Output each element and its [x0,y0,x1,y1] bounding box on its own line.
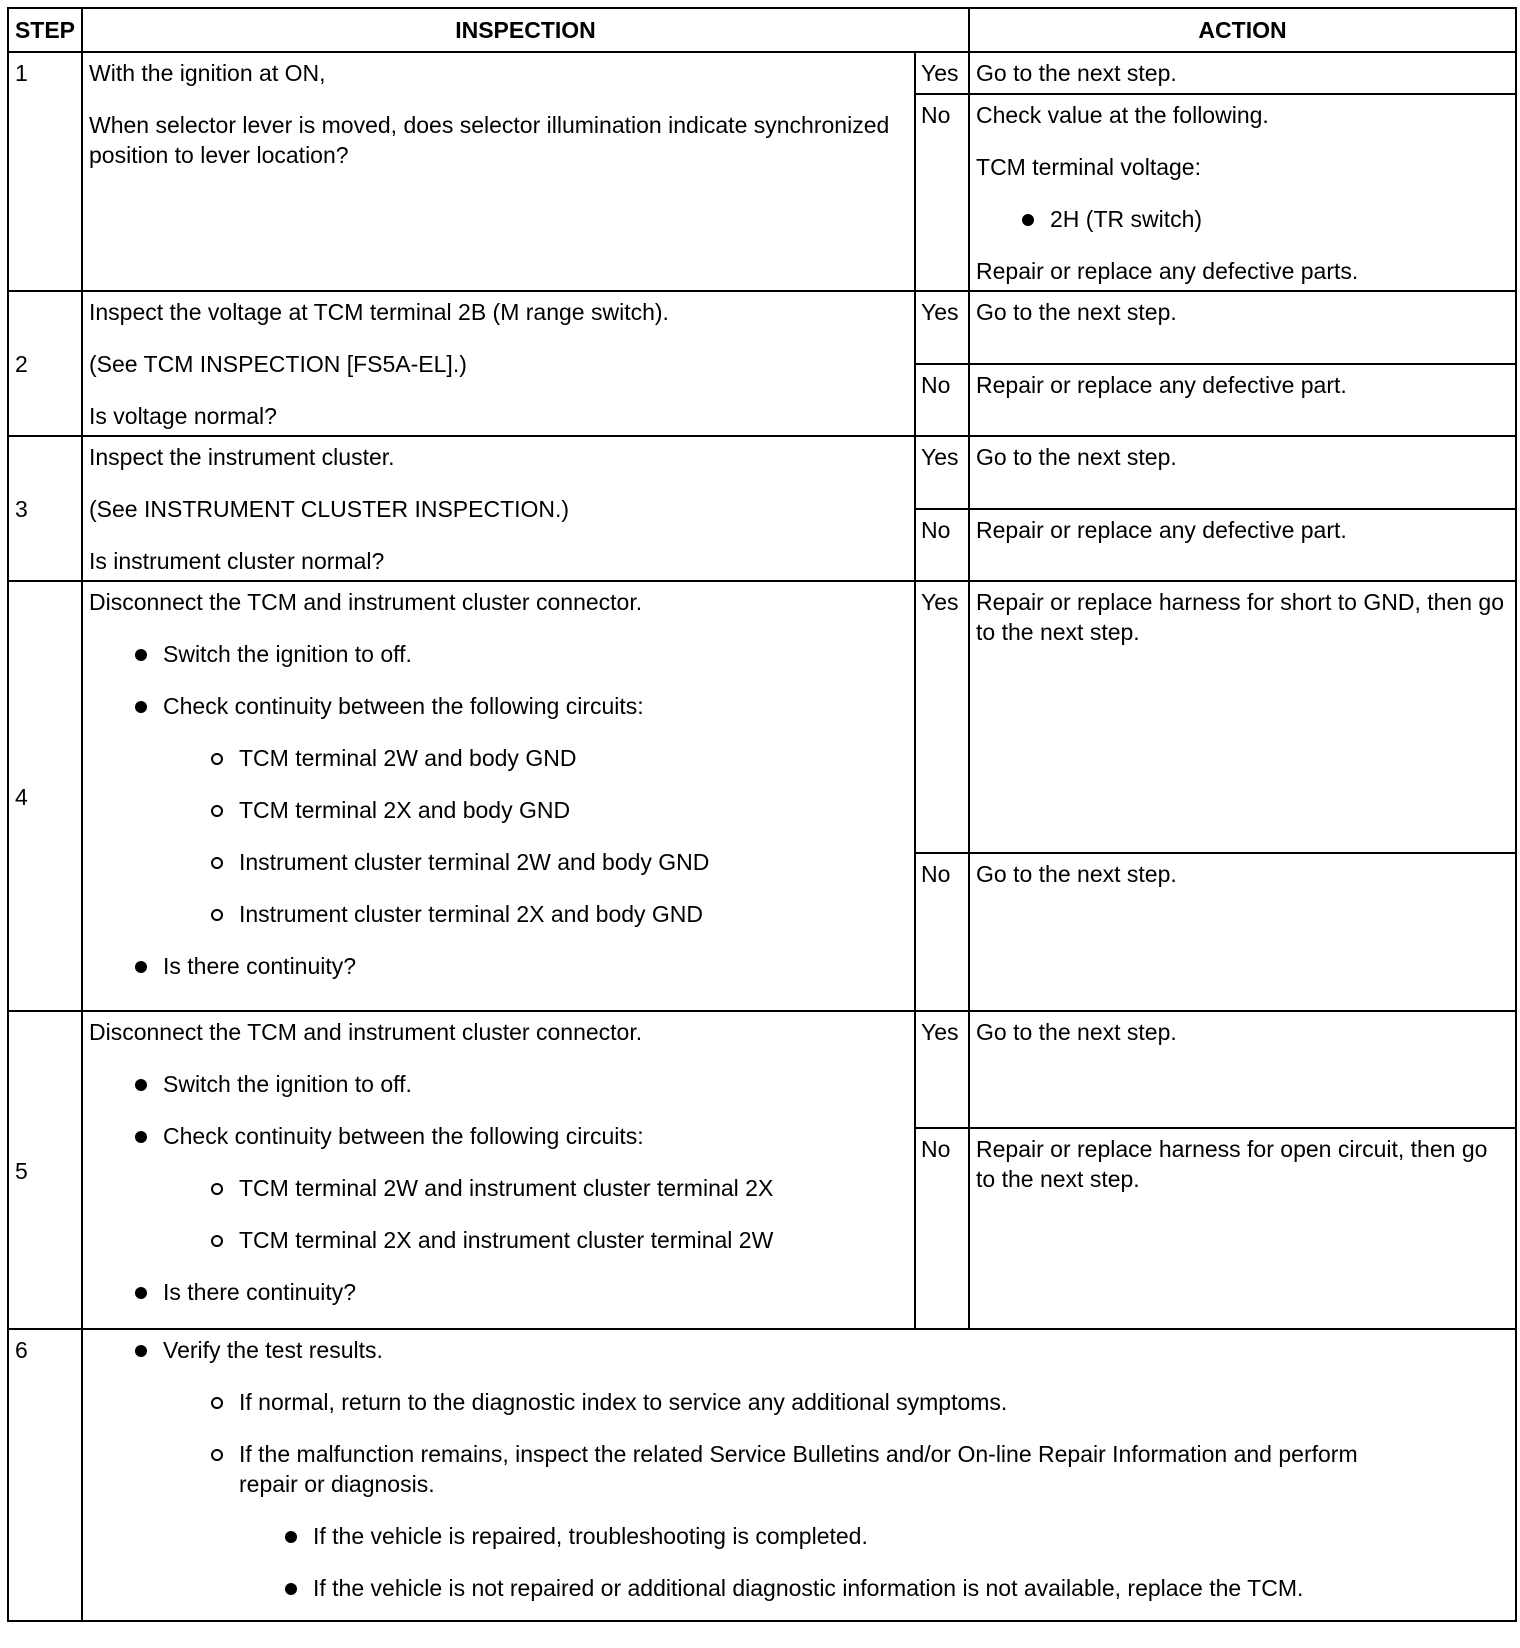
step-number: 3 [8,436,82,581]
sub-bullet-item: TCM terminal 2W and body GND [89,743,908,773]
action-line: Check value at the following. [976,102,1269,128]
circle-bullet-icon [211,1183,223,1195]
step-number: 1 [8,52,82,291]
no-label: No [915,364,969,437]
no-action: Repair or replace harness for open circuit, then go to the next step. [969,1128,1516,1329]
step-5-yes-row [8,1011,1516,1128]
step-2-yes-row [8,291,1516,364]
inspection-line: Inspect the instrument cluster. [89,444,395,470]
bullet-dot-icon [285,1583,297,1595]
yes-action: Go to the next step. [969,291,1516,364]
step-inspection [82,1329,1516,1621]
inspection-question: When selector lever is moved, does selector illumination indicate synchronized position to lever location? [89,112,890,168]
bullet-dot-icon [285,1531,297,1543]
bullet-dot-icon [135,1131,147,1143]
no-action [969,94,1516,291]
step-number: 5 [8,1011,82,1329]
sub-bullet-item: If the malfunction remains, inspect the related Service Bulletins and/or On-line Repair Information and perform repair or diagnosis. [89,1439,1509,1499]
bullet-dot-icon [135,1345,147,1357]
bullet-dot-icon [135,1287,147,1299]
bullet-dot-icon [135,961,147,973]
bullet-dot-icon [135,1079,147,1091]
step-inspection [82,1011,915,1329]
bullet-item: Switch the ignition to off. [89,1069,908,1099]
no-label: No [915,94,969,291]
no-label: No [915,1128,969,1329]
action-line: Repair or replace any defective parts. [976,258,1359,284]
step-1-yes-row [8,52,1516,94]
step-number: 2 [8,291,82,436]
header-step: STEP [8,8,82,52]
sub-bullet-item: Instrument cluster terminal 2W and body GND [89,847,908,877]
no-label: No [915,509,969,582]
sub-bullet-item: TCM terminal 2X and instrument cluster terminal 2W [89,1225,908,1255]
step-number: 6 [8,1329,82,1621]
no-label: No [915,853,969,1011]
circle-bullet-icon [211,1397,223,1409]
inspection-line: (See TCM INSPECTION [FS5A-EL].) [89,351,467,377]
inspection-line: Disconnect the TCM and instrument cluster connector. [89,1019,643,1045]
circle-bullet-icon [211,805,223,817]
inspection-line: With the ignition at ON, [89,60,326,86]
inspection-line: Disconnect the TCM and instrument cluster connector. [89,589,643,615]
no-action: Go to the next step. [969,853,1516,1011]
sub-bullet-item: Instrument cluster terminal 2X and body GND [89,899,908,929]
step-inspection [82,581,915,1011]
step-inspection [82,436,915,581]
bullet-question: Is there continuity? [89,1277,908,1307]
step-4-yes-row [8,581,1516,853]
sub-bullet-item: TCM terminal 2X and body GND [89,795,908,825]
circle-bullet-icon [211,753,223,765]
step-inspection [82,52,915,291]
step-number: 4 [8,581,82,1011]
yes-label: Yes [915,581,969,853]
sub-bullet-item: If normal, return to the diagnostic index to service any additional symptoms. [89,1387,1509,1417]
header-row [8,8,1516,52]
bullet-dot-icon [1022,214,1034,226]
yes-label: Yes [915,436,969,509]
yes-label: Yes [915,52,969,94]
bullet-dot-icon [135,701,147,713]
inspection-line: (See INSTRUMENT CLUSTER INSPECTION.) [89,496,570,522]
inspection-question: Is instrument cluster normal? [89,548,385,574]
inspection-line: Inspect the voltage at TCM terminal 2B (M range switch). [89,299,669,325]
bullet-item: Check continuity between the following circuits: [89,691,908,721]
circle-bullet-icon [211,857,223,869]
no-action: Repair or replace any defective part. [969,509,1516,582]
step-3-yes-row [8,436,1516,509]
yes-action: Repair or replace harness for short to GND, then go to the next step. [969,581,1516,853]
circle-bullet-icon [211,1449,223,1461]
bullet-item: Verify the test results. [89,1335,1509,1365]
diagnostic-table [7,7,1517,1622]
inspection-question: Is voltage normal? [89,403,277,429]
sub-sub-bullet-item: If the vehicle is not repaired or additional diagnostic information is not available, replace the TCM. [89,1573,1509,1603]
header-inspection: INSPECTION [82,8,969,52]
step-inspection [82,291,915,436]
yes-action: Go to the next step. [969,1011,1516,1128]
diagnostic-procedure [7,7,1515,1622]
yes-label: Yes [915,291,969,364]
no-action: Repair or replace any defective part. [969,364,1516,437]
circle-bullet-icon [211,909,223,921]
circle-bullet-icon [211,1235,223,1247]
action-bullet: 2H (TR switch) [976,204,1509,234]
bullet-item: Switch the ignition to off. [89,639,908,669]
action-line: TCM terminal voltage: [976,154,1201,180]
bullet-dot-icon [135,649,147,661]
header-action: ACTION [969,8,1516,52]
step-6-row [8,1329,1516,1621]
sub-bullet-item: TCM terminal 2W and instrument cluster terminal 2X [89,1173,908,1203]
bullet-item: Check continuity between the following circuits: [89,1121,908,1151]
yes-action: Go to the next step. [969,52,1516,94]
yes-label: Yes [915,1011,969,1128]
yes-action: Go to the next step. [969,436,1516,509]
sub-sub-bullet-item: If the vehicle is repaired, troubleshooting is completed. [89,1521,1509,1551]
bullet-question: Is there continuity? [89,951,908,981]
